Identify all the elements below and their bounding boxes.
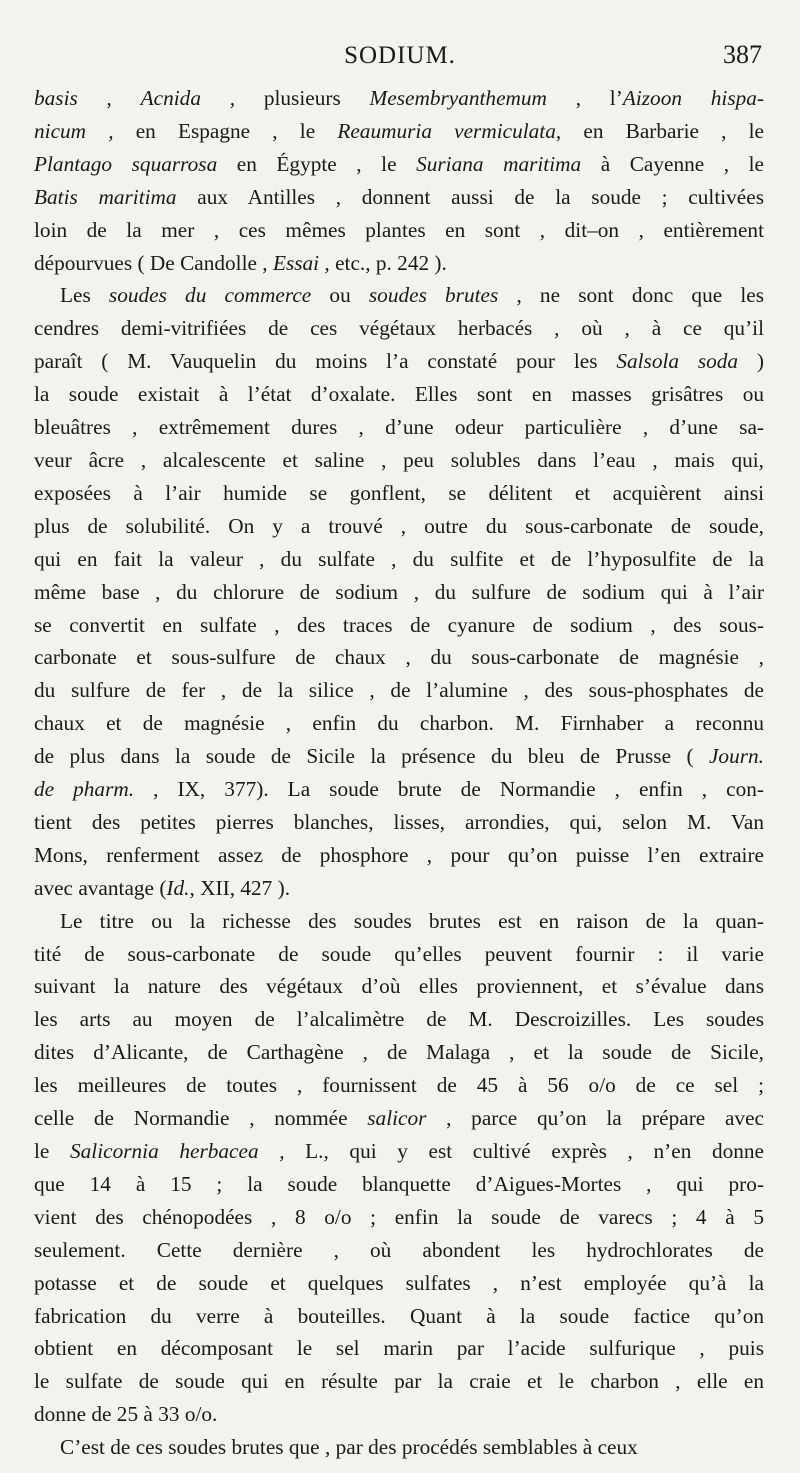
text-line: les arts au moyen de l’alcalimètre de M. Descroizilles. Les soudes — [34, 1007, 764, 1032]
running-title: SODIUM. — [344, 42, 456, 69]
text-line: cendres demi-vitrifiées de ces végétaux herbacés , où , à ce qu’il — [34, 316, 764, 341]
text-line: C’est de ces soudes brutes que , par des procédés semblables à ceux — [60, 1435, 638, 1460]
text-line: loin de la mer , ces mêmes plantes en sont , dit–on , entièrement — [34, 217, 764, 242]
text-line: paraît ( M. Vauquelin du moins l’a constaté pour les Salsola soda ) — [34, 349, 764, 374]
paragraph — [34, 1431, 764, 1464]
text-line: de pharm. , IX, 377). La soude brute de Normandie , enfin , con- — [34, 777, 764, 802]
text-line: chaux et de magnésie , enfin du charbon. M. Firnhaber a reconnu — [34, 711, 764, 736]
paragraph — [34, 82, 764, 279]
text-line: Le titre ou la richesse des soudes brutes est en raison de la quan- — [60, 908, 764, 933]
body-text — [34, 82, 764, 1464]
text-line: obtient en décomposant le sel marin par l’acide sulfurique , puis — [34, 1336, 764, 1361]
text-line: carbonate et sous-sulfure de chaux , du sous-carbonate de magnésie , — [34, 645, 764, 670]
paragraph — [34, 279, 764, 904]
text-line: même base , du chlorure de sodium , du sulfure de sodium qui à l’air — [34, 579, 764, 604]
text-line: bleuâtres , extrêmement dures , d’une odeur particulière , d’une sa- — [34, 415, 764, 440]
text-line: Mons, renferment assez de phosphore , pour qu’on puisse l’en extraire — [34, 842, 764, 867]
text-line: se convertit en sulfate , des traces de cyanure de sodium , des sous- — [34, 612, 764, 637]
text-line: les meilleures de toutes , fournissent de 45 à 56 o/o de ce sel ; — [34, 1073, 764, 1098]
text-line: du sulfure de fer , de la silice , de l’alumine , des sous-phosphates de — [34, 678, 764, 703]
text-line: dites d’Alicante, de Carthagène , de Malaga , et la soude de Sicile, — [34, 1040, 764, 1065]
text-line: Les soudes du commerce ou soudes brutes , ne sont donc que les — [60, 283, 764, 308]
text-line: exposées à l’air humide se gonflent, se délitent et acquièrent ainsi — [34, 480, 764, 505]
text-line: le Salicornia herbacea , L., qui y est cultivé exprès , n’en donne — [34, 1139, 764, 1163]
text-line: le sulfate de soude qui en résulte par la craie et le charbon , elle en — [34, 1369, 764, 1394]
text-line: potasse et de soude et quelques sulfates , n’est employée qu’à la — [34, 1270, 764, 1295]
text-line: basis , Acnida , plusieurs Mesembryanthemum , l’Aizoon hispa- — [34, 86, 764, 110]
text-line: suivant la nature des végétaux d’où elles proviennent, et s’évalue dans — [34, 974, 764, 999]
page-header — [30, 40, 770, 80]
text-line: tité de sous-carbonate de soude qu’elles peuvent fournir : il varie — [34, 941, 764, 966]
text-line: donne de 25 à 33 o/o. — [34, 1402, 218, 1427]
text-line: Plantago squarrosa en Égypte , le Suriana maritima à Cayenne , le — [34, 151, 764, 176]
text-line: dépourvues ( De Candolle , Essai , etc., p. 242 ). — [34, 250, 447, 275]
text-line: que 14 à 15 ; la soude blanquette d’Aigues-Mortes , qui pro- — [34, 1171, 764, 1196]
text-line: la soude existait à l’état d’oxalate. Elles sont en masses grisâtres ou — [34, 382, 764, 407]
paragraph — [34, 905, 764, 1432]
text-line: de plus dans la soude de Sicile la présence du bleu de Prusse ( Journ. — [34, 744, 764, 769]
text-line: seulement. Cette dernière , où abondent les hydrochlorates de — [34, 1237, 764, 1262]
page-number: 387 — [723, 40, 762, 69]
text-line: celle de Normandie , nommée salicor , parce qu’on la prépare avec — [34, 1106, 764, 1131]
text-line: nicum , en Espagne , le Reaumuria vermiculata, en Barbarie , le — [34, 118, 764, 143]
text-line: vient des chénopodées , 8 o/o ; enfin la soude de varecs ; 4 à 5 — [34, 1204, 764, 1229]
text-line: qui en fait la valeur , du sulfate , du sulfite et de l’hyposulfite de la — [34, 546, 764, 571]
text-line: tient des petites pierres blanches, lisses, arrondies, qui, selon M. Van — [34, 809, 764, 834]
text-line: plus de solubilité. On y a trouvé , outre du sous-carbonate de soude, — [34, 513, 764, 538]
text-line: veur âcre , alcalescente et saline , peu solubles dans l’eau , mais qui, — [34, 447, 764, 472]
text-line: Batis maritima aux Antilles , donnent aussi de la soude ; cultivées — [34, 184, 764, 209]
text-line: fabrication du verre à bouteilles. Quant à la soude factice qu’on — [34, 1303, 764, 1328]
text-line: avec avantage (Id., XII, 427 ). — [34, 875, 291, 900]
